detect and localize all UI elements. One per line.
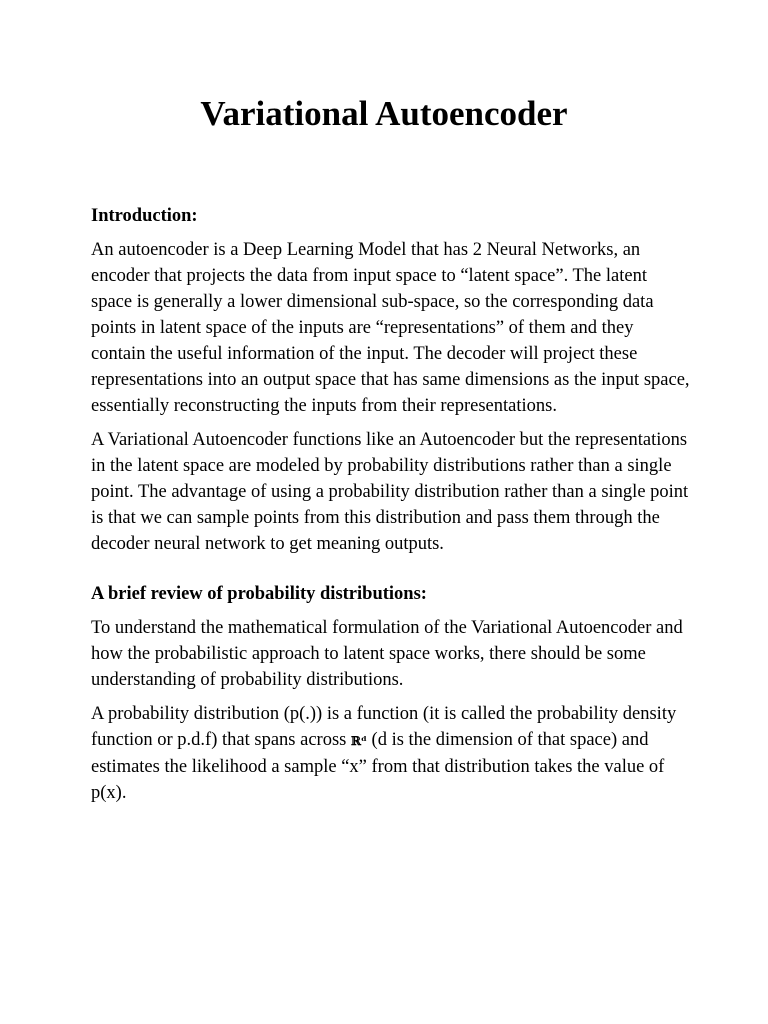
paragraph-probability-intro: To understand the mathematical formulation of the Variational Autoencoder and how the probabilistic approach to latent space works, there should be some understanding of probability distributions.	[91, 618, 683, 690]
section-heading-introduction: Introduction:	[91, 206, 198, 226]
document-body	[91, 203, 691, 814]
section-heading-probability-review: A brief review of probability distributions:	[91, 584, 427, 604]
paragraph-vae-definition: A Variational Autoencoder functions like an Autoencoder but the representations in the latent space are modeled by probability distributions rather than a single point. The advantage of using a probability distribution rather than a single point is that we can sample points from this distribution and pass them through the decoder neural network to get meaning outputs.	[91, 430, 689, 554]
paragraph-text-before-symbol: A probability distribution (p(.)) is a function (it is called the probability density function or p.d.f) that spans across	[91, 704, 677, 750]
real-space-symbol: ℝᵈ	[350, 734, 367, 748]
paragraph-autoencoder-definition: An autoencoder is a Deep Learning Model that has 2 Neural Networks, an encoder that projects the data from input space to “latent space”. The latent space is generally a lower dimensional sub-space, so the corresponding data points in latent space of the inputs are “representations” of them and they contain the useful information of the input. The decoder will project these representations into an output space that has same dimensions as the input space, essentially reconstructing the inputs from their representations.	[91, 240, 690, 416]
paragraph-text-after-symbol: (d is the dimension of that space) and estimates the likelihood a sample “x” from that distribution takes the value of p(x).	[91, 730, 665, 803]
document-title: Variational Autoencoder	[200, 94, 568, 133]
paragraph-probability-distribution	[91, 701, 691, 806]
